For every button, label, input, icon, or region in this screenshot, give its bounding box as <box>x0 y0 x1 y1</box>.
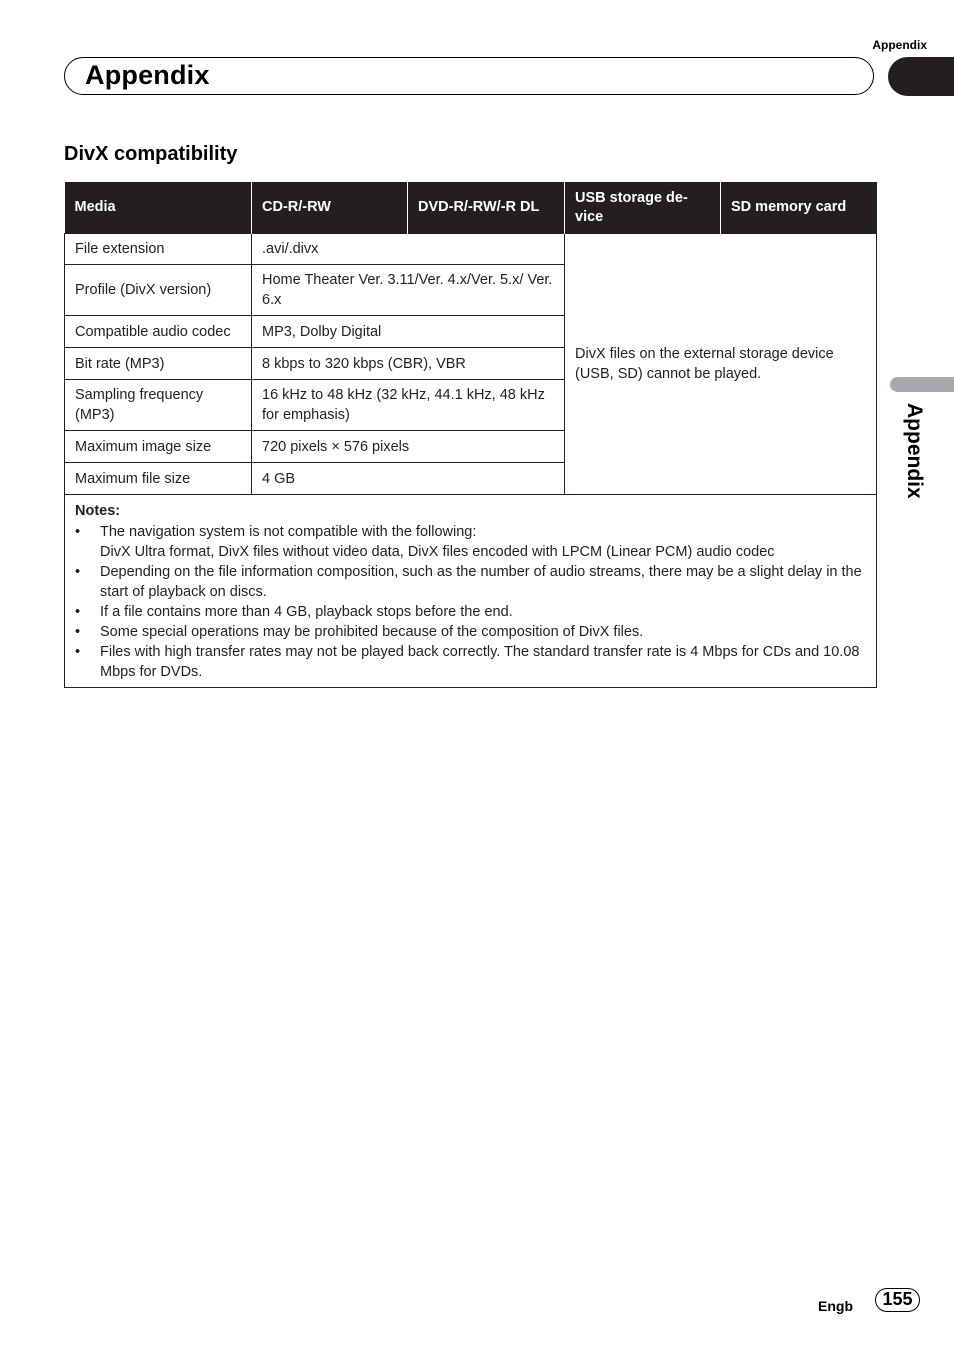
row-label: Profile (DivX version) <box>65 265 252 316</box>
notes-list <box>75 522 866 682</box>
row-label: Bit rate (MP3) <box>65 348 252 380</box>
bullet-icon: • <box>75 644 81 660</box>
note-text: Depending on the file information composition, such as the number of audio streams, there may be a slight delay in the start of playback on discs. <box>100 564 862 600</box>
header-usb: USB storage de- vice <box>565 182 721 234</box>
bullet-icon: • <box>75 624 81 640</box>
notes-cell <box>65 495 877 688</box>
note-text: The navigation system is not compatible with the following: <box>100 524 477 540</box>
note-item <box>75 522 866 562</box>
row-label: Sampling frequency (MP3) <box>65 380 252 431</box>
header-cd: CD-R/-RW <box>252 182 408 234</box>
bullet-icon: • <box>75 564 81 580</box>
page-number: 155 <box>875 1288 920 1312</box>
note-item <box>75 562 866 602</box>
bullet-icon: • <box>75 604 81 620</box>
note-text: Some special operations may be prohibited because of the composition of DivX files. <box>100 624 644 640</box>
row-value: 8 kbps to 320 kbps (CBR), VBR <box>252 348 565 380</box>
header-media: Media <box>65 182 252 234</box>
row-value: 4 GB <box>252 463 565 495</box>
running-head: Appendix <box>872 38 927 52</box>
notes-title: Notes: <box>75 503 121 519</box>
header-sd: SD memory card <box>721 182 877 234</box>
note-text-continued: DivX Ultra format, DivX files without video data, DivX files encoded with LPCM (Linear PCM) audio codec <box>100 544 775 560</box>
row-label: Compatible audio codec <box>65 316 252 348</box>
row-value: 720 pixels × 576 pixels <box>252 431 565 463</box>
header-dvd: DVD-R/-RW/-R DL <box>408 182 565 234</box>
side-tab-marker <box>890 377 954 392</box>
chapter-tab-marker <box>888 57 954 96</box>
section-heading: DivX compatibility <box>64 143 238 165</box>
row-value: MP3, Dolby Digital <box>252 316 565 348</box>
note-item <box>75 642 866 682</box>
row-label: File extension <box>65 234 252 265</box>
note-item <box>75 602 866 622</box>
note-text: Files with high transfer rates may not be played back correctly. The standard transfer rate is 4 Mbps for CDs and 10.08 Mbps for DVDs. <box>100 644 860 680</box>
row-label: Maximum file size <box>65 463 252 495</box>
bullet-icon: • <box>75 524 81 540</box>
table-row <box>65 234 877 265</box>
row-value: 16 kHz to 48 kHz (32 kHz, 44.1 kHz, 48 kHz for emphasis) <box>252 380 565 431</box>
footer-language: Engb <box>818 1298 853 1314</box>
row-label: Maximum image size <box>65 431 252 463</box>
chapter-title-bar <box>64 57 874 95</box>
note-text: If a file contains more than 4 GB, playback stops before the end. <box>100 604 513 620</box>
external-storage-note: DivX files on the external storage device (USB, SD) cannot be played. <box>565 234 877 495</box>
row-value: Home Theater Ver. 3.11/Ver. 4.x/Ver. 5.x/ Ver. 6.x <box>252 265 565 316</box>
note-item <box>75 622 866 642</box>
row-value: .avi/.divx <box>252 234 565 265</box>
chapter-title: Appendix <box>85 60 210 90</box>
side-tab-label: Appendix <box>903 403 926 499</box>
divx-compatibility-table <box>64 182 877 688</box>
notes-row <box>65 495 877 688</box>
table-header-row <box>65 182 877 234</box>
